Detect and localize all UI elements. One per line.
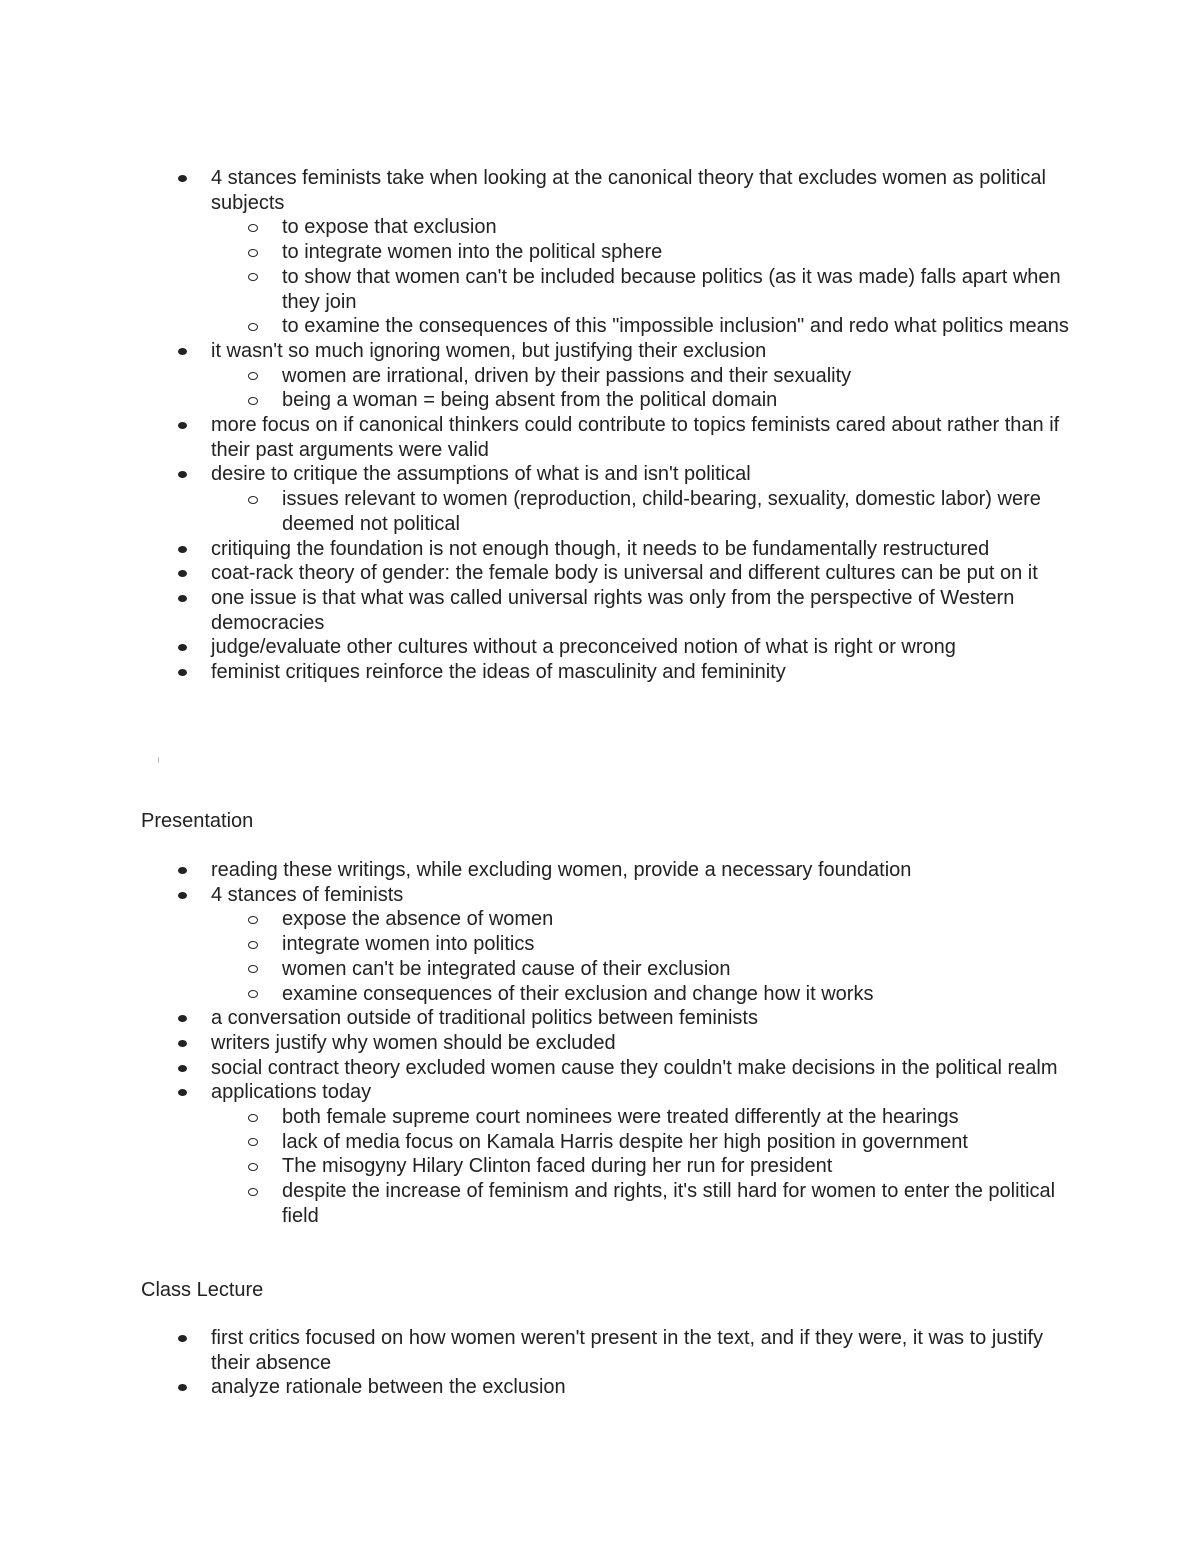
sub-list-item-text: women can't be integrated cause of their exclusion (282, 957, 731, 980)
list-item (0, 339, 1200, 413)
stray-mark (158, 757, 159, 763)
section-heading-presentation: Presentation (141, 810, 254, 832)
sub-list-item (0, 907, 1070, 932)
sub-list-item (0, 1179, 1070, 1228)
list-item-text: critiquing the foundation is not enough though, it needs to be fundamentally restructured (211, 537, 990, 560)
sub-list (211, 907, 1070, 1006)
sub-list-item (0, 265, 1070, 314)
bullet-circle (248, 982, 260, 1007)
sub-list-item (0, 1130, 1070, 1155)
section-presentation (0, 858, 1200, 1229)
bullet-circle (248, 314, 260, 339)
bullet-dot (177, 462, 189, 487)
bullet-dot (177, 586, 189, 611)
sub-list (211, 1105, 1070, 1229)
list-item (0, 635, 1200, 660)
sub-list-item-text: examine consequences of their exclusion and change how it works (282, 982, 874, 1005)
list-item-text: writers justify why women should be excluded (211, 1031, 616, 1054)
list-item-text: judge/evaluate other cultures without a preconceived notion of what is right or wrong (211, 636, 956, 659)
sub-list-item-text: both female supreme court nominees were treated differently at the hearings (282, 1106, 959, 1129)
bullet-dot (177, 1006, 189, 1031)
list-item-text: 4 stances feminists take when looking at the canonical theory that excludes women as political subjects (211, 167, 1046, 214)
bullet-list (0, 166, 1200, 685)
bullet-circle (248, 1130, 260, 1155)
sub-list-item-text: lack of media focus on Kamala Harris despite her high position in government (282, 1130, 968, 1153)
list-item-text: desire to critique the assumptions of what is and isn't political (211, 463, 751, 486)
bullet-circle (248, 364, 260, 389)
sub-list-item-text: being a woman = being absent from the political domain (282, 389, 778, 412)
section-heading-class-lecture: Class Lecture (141, 1279, 264, 1301)
sub-list-item (0, 364, 1070, 389)
sub-list-item-text: to examine the consequences of this "impossible inclusion" and redo what politics means (282, 315, 1069, 338)
sub-list-item (0, 982, 1070, 1007)
sub-list-item (0, 215, 1070, 240)
list-item (0, 413, 1200, 462)
bullet-circle (248, 1179, 260, 1204)
sub-list-item (0, 388, 1070, 413)
list-item (0, 858, 1200, 883)
list-item (0, 537, 1200, 562)
sub-list-item-text: The misogyny Hilary Clinton faced during her run for president (282, 1155, 833, 1178)
bullet-dot (177, 166, 189, 191)
bullet-dot (177, 1031, 189, 1056)
sub-list-item-text: to integrate women into the political sphere (282, 241, 663, 264)
list-item-text: 4 stances of feminists (211, 883, 404, 906)
bullet-circle (248, 1105, 260, 1130)
bullet-dot (177, 561, 189, 586)
sub-list-item (0, 314, 1070, 339)
bullet-circle (248, 265, 260, 290)
list-item-text: applications today (211, 1081, 372, 1104)
sub-list-item (0, 240, 1070, 265)
list-item (0, 883, 1200, 1007)
bullet-circle (248, 932, 260, 957)
list-item (0, 660, 1200, 685)
list-item-text: coat-rack theory of gender: the female body is universal and different cultures can be put on it (211, 562, 1038, 585)
sub-list-item (0, 1105, 1070, 1130)
bullet-circle (248, 215, 260, 240)
list-item (0, 1375, 1200, 1400)
bullet-circle (248, 240, 260, 265)
bullet-circle (248, 388, 260, 413)
list-item-text: more focus on if canonical thinkers could contribute to topics feminists cared about rather than if their past arguments were valid (211, 414, 1060, 461)
list-item (0, 561, 1200, 586)
list-item (0, 1031, 1200, 1056)
sub-list-item-text: expose the absence of women (282, 908, 554, 931)
bullet-circle (248, 487, 260, 512)
sub-list-item (0, 932, 1070, 957)
bullet-dot (177, 339, 189, 364)
list-item (0, 1326, 1200, 1375)
sub-list-item-text: to show that women can't be included because politics (as it was made) falls apart when they join (282, 265, 1061, 313)
sub-list-item (0, 487, 1070, 536)
sub-list (211, 364, 1070, 413)
list-item (0, 462, 1200, 536)
sub-list (211, 487, 1070, 536)
list-item-text: a conversation outside of traditional politics between feminists (211, 1007, 758, 1030)
bullet-dot (177, 537, 189, 562)
list-item-text: one issue is that what was called universal rights was only from the perspective of Western democracies (211, 586, 1015, 634)
sub-list-item-text: women are irrational, driven by their passions and their sexuality (282, 364, 852, 387)
list-item (0, 586, 1200, 635)
bullet-list (0, 858, 1200, 1229)
sub-list (211, 215, 1070, 339)
sub-list-item-text: to expose that exclusion (282, 216, 497, 239)
bullet-circle (248, 957, 260, 982)
sub-list-item-text: issues relevant to women (reproduction, child-bearing, sexuality, domestic labor) were deemed not political (282, 488, 1041, 535)
bullet-dot (177, 858, 189, 883)
bullet-dot (177, 1056, 189, 1081)
list-item-text: feminist critiques reinforce the ideas of masculinity and femininity (211, 661, 786, 684)
sub-list-item-text: despite the increase of feminism and rights, it's still hard for women to enter the political field (282, 1180, 1056, 1227)
list-item-text: analyze rationale between the exclusion (211, 1376, 566, 1399)
list-item-text: it wasn't so much ignoring women, but justifying their exclusion (211, 339, 767, 362)
bullet-dot (177, 1375, 189, 1400)
list-item (0, 166, 1200, 339)
list-item-text: social contract theory excluded women cause they couldn't make decisions in the political realm (211, 1056, 1058, 1079)
list-item-text: reading these writings, while excluding women, provide a necessary foundation (211, 859, 912, 881)
bullet-circle (248, 907, 260, 932)
bullet-dot (177, 413, 189, 438)
list-item (0, 1006, 1200, 1031)
bullet-dot (177, 1080, 189, 1105)
bullet-dot (177, 635, 189, 660)
sub-list-item (0, 1154, 1070, 1179)
bullet-circle (248, 1154, 260, 1179)
list-item (0, 1056, 1200, 1081)
section-class-lecture (0, 1326, 1200, 1400)
section-notes (0, 166, 1200, 685)
sub-list-item-text: integrate women into politics (282, 933, 535, 956)
list-item (0, 1080, 1200, 1228)
bullet-list (0, 1326, 1200, 1400)
list-item-text: first critics focused on how women weren't present in the text, and if they were, it was to justify their absence (211, 1327, 1043, 1374)
sub-list-item (0, 957, 1070, 982)
bullet-dot (177, 883, 189, 908)
bullet-dot (177, 1326, 189, 1351)
bullet-dot (177, 660, 189, 685)
